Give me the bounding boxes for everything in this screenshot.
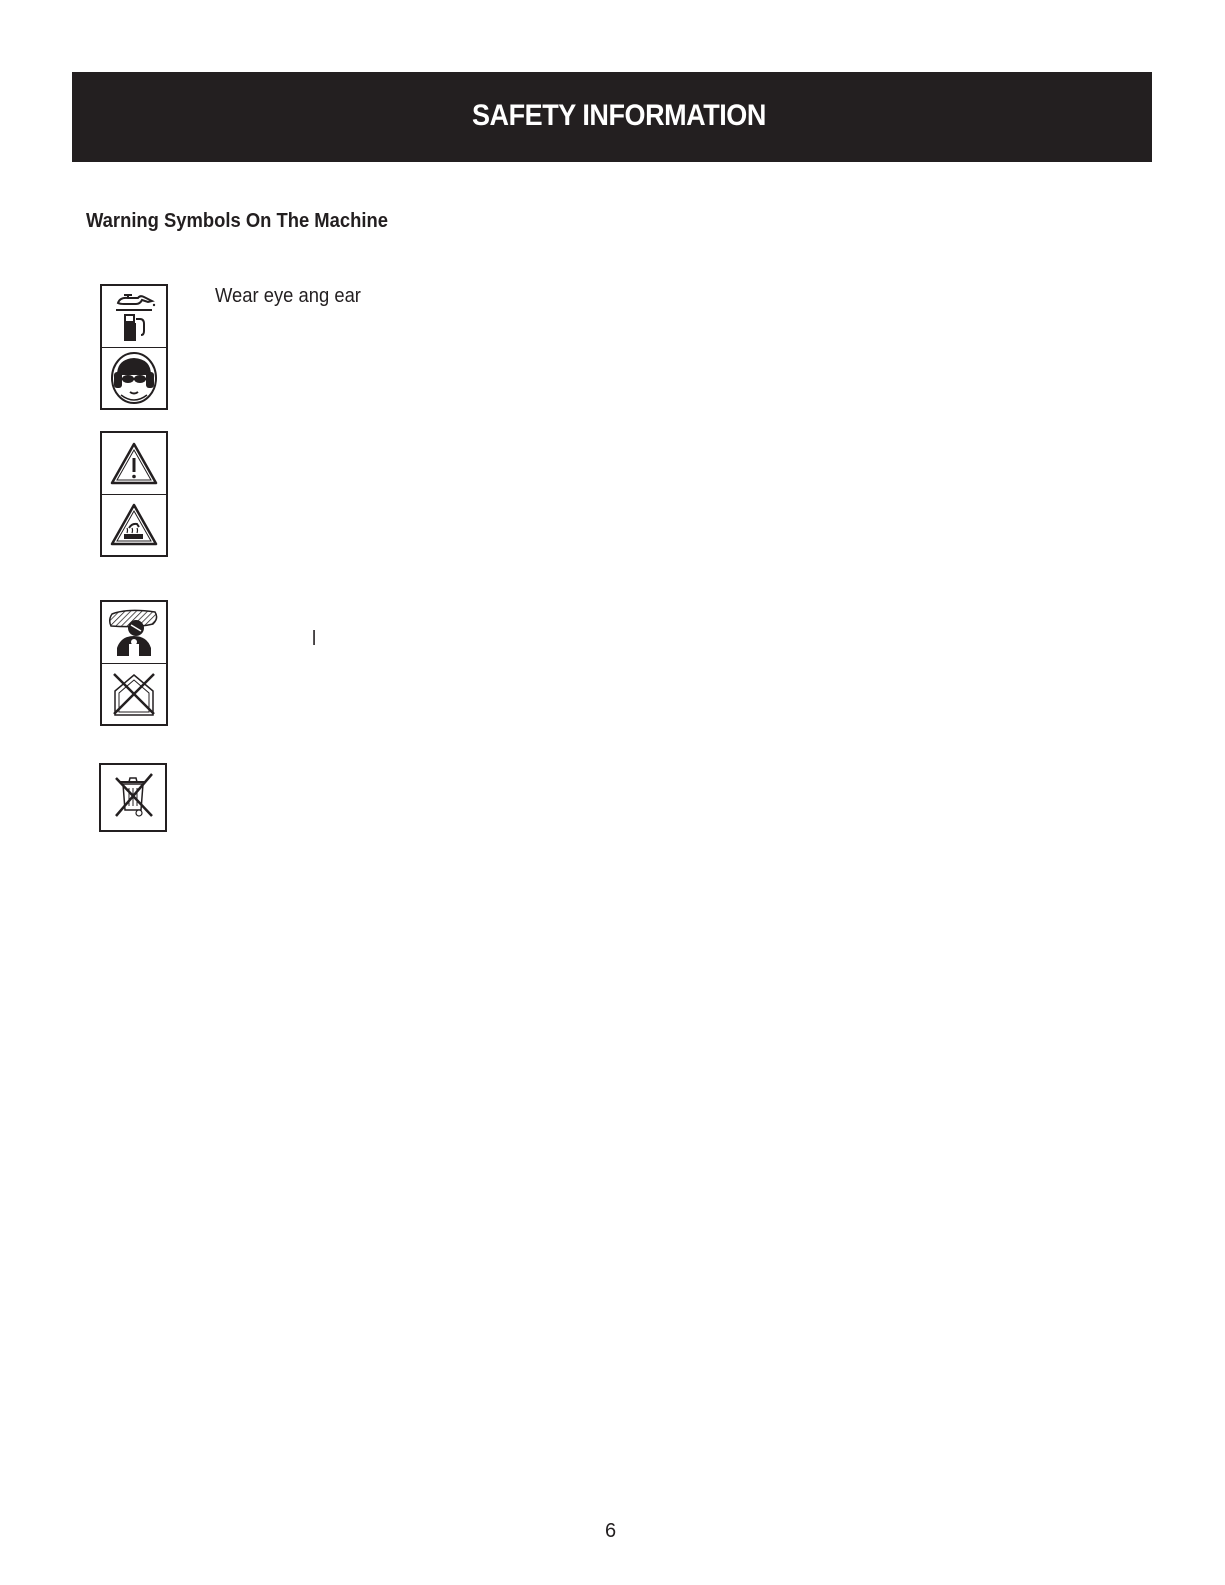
symbol-group-3 — [100, 600, 168, 726]
oil-fuel-icon — [102, 286, 166, 347]
toxic-fumes-icon — [102, 602, 166, 663]
no-indoor-use-icon — [102, 663, 166, 724]
hot-surface-warning-icon — [102, 494, 166, 555]
page-title: SAFETY INFORMATION — [472, 99, 766, 132]
page-number: 6 — [605, 1520, 617, 1542]
general-warning-icon — [102, 433, 166, 494]
symbol-caption-3: l — [312, 628, 317, 650]
symbol-group-1 — [100, 284, 168, 410]
eye-ear-protection-icon — [102, 347, 166, 408]
no-trash-disposal-icon — [108, 770, 158, 825]
section-title: Warning Symbols On The Machine — [86, 210, 388, 232]
symbol-group-4 — [99, 763, 167, 832]
symbol-group-2 — [100, 431, 168, 557]
symbol-caption-1: Wear eye ang ear — [215, 285, 361, 307]
